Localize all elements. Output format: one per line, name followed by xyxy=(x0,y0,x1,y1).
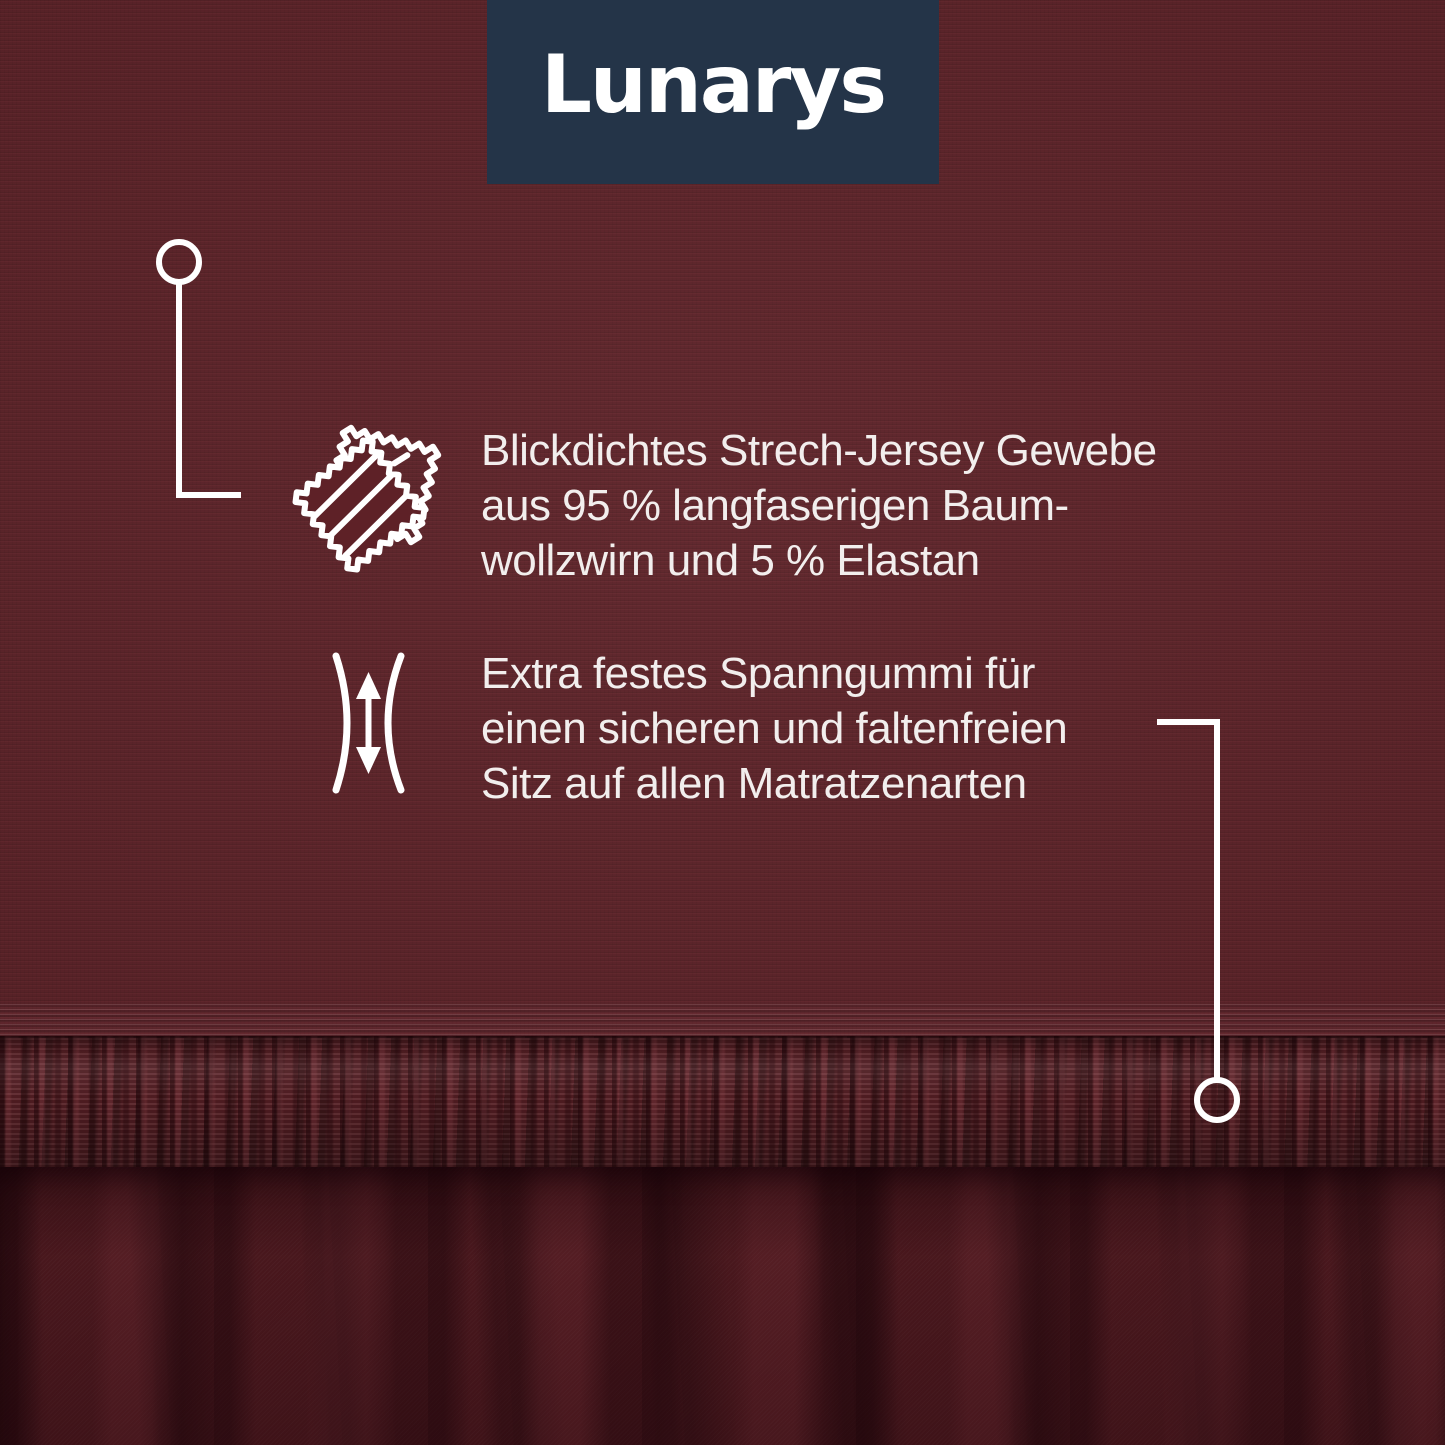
feature-item-elastic xyxy=(481,646,1201,811)
feature-line: Extra festes Spanngummi für xyxy=(481,649,1035,698)
feature-item-fabric xyxy=(481,423,1201,588)
feature-line: wollzwirn und 5 % Elastan xyxy=(481,536,980,585)
fabric-swatch-icon xyxy=(291,426,440,574)
feature-line: einen sicheren und faltenfreien xyxy=(481,704,1068,753)
feature-line: Sitz auf allen Matratzenarten xyxy=(481,759,1027,808)
feature-line: aus 95 % langfaserigen Baum- xyxy=(481,481,1069,530)
left-callout-line xyxy=(159,242,241,495)
brand-logo-text: Lunarys xyxy=(540,38,886,131)
stretch-elastic-icon xyxy=(336,656,401,790)
feature-line: Blickdichtes Strech-Jersey Gewebe xyxy=(481,426,1157,475)
